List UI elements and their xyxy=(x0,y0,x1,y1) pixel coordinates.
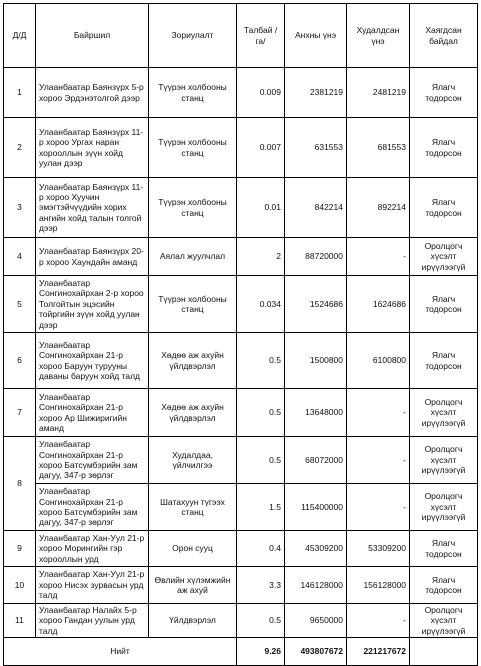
row-area: 0.5 xyxy=(237,604,285,638)
row-area: 0.034 xyxy=(237,276,285,333)
row-location: Улаанбаатар Баянзүрх 11-р хороо Хуучин эмэгтэйчүүдийн хорих ангийн хойд талын толгой дээр xyxy=(36,178,149,238)
row-sold-price: - xyxy=(347,238,410,276)
row-status: Оролцогч хүсэлт ирүүлээгүй xyxy=(410,437,478,484)
row-status: Ялагч тодорсон xyxy=(410,333,478,389)
row-initial-price: 45309200 xyxy=(285,531,347,567)
table-row xyxy=(4,68,478,118)
table-row xyxy=(4,437,478,484)
row-purpose: Аялал жуулчлал xyxy=(149,238,237,276)
row-purpose: Хөдөө аж ахуйн үйлдвэрлэл xyxy=(149,333,237,389)
row-status: Ялагч тодорсон xyxy=(410,276,478,333)
row-location: Улаанбаатар Баянзүрх 11-р хороо Ургах наран хорооллын зүүн хойд уулан дээр xyxy=(36,118,149,178)
row-sold-price: - xyxy=(347,389,410,437)
row-sold-price: 2481219 xyxy=(347,68,410,118)
row-num: 9 xyxy=(4,531,36,567)
row-area: 1.5 xyxy=(237,484,285,531)
table-row xyxy=(4,389,478,437)
row-num: 3 xyxy=(4,178,36,238)
row-initial-price: 68072000 xyxy=(285,437,347,484)
header-initial-price: Анхны үнэ xyxy=(285,4,347,68)
header-sold-price: Худалдсан үнэ xyxy=(347,4,410,68)
total-label: Нийт xyxy=(4,638,237,666)
row-location: Улаанбаатар Баянзүрх 5-р хороо Эрдэнэтолгой дээр xyxy=(36,68,149,118)
row-area: 0.007 xyxy=(237,118,285,178)
row-status: Оролцогч хүсэлт ирүүлээгүй xyxy=(410,238,478,276)
table-row xyxy=(4,178,478,238)
row-initial-price: 1524686 xyxy=(285,276,347,333)
row-area: 0.01 xyxy=(237,178,285,238)
row-num: 10 xyxy=(4,567,36,604)
row-area: 0.5 xyxy=(237,389,285,437)
row-status: Ялагч тодорсон xyxy=(410,178,478,238)
row-status: Ялагч тодорсон xyxy=(410,567,478,604)
row-num: 1 xyxy=(4,68,36,118)
row-location: Улаанбаатар Налайх 5-р хороо Гандан уулын урд талд xyxy=(36,604,149,638)
row-purpose: Түүрэн холбооны станц xyxy=(149,68,237,118)
header-location: Байршил xyxy=(36,4,149,68)
total-row xyxy=(4,638,478,666)
row-purpose: Худалдаа, үйлчилгээ xyxy=(149,437,237,484)
land-auction-table xyxy=(3,3,478,666)
row-purpose: Түүрэн холбооны станц xyxy=(149,276,237,333)
row-location: Улаанбаатар Сонгинохайрхан 2-р хороо Толгойтын эцэсийн тойргийн зүүн хойд уулан дээр xyxy=(36,276,149,333)
row-location: Улаанбаатар Сонгинохайрхан 21-р хороо Ар Шижиригийн аманд xyxy=(36,389,149,437)
total-area: 9.26 xyxy=(237,638,285,666)
header-num: Д/Д xyxy=(4,4,36,68)
table-row xyxy=(4,484,478,531)
row-location: Улаанбаатар Сонгинохайрхан 21-р хороо Баруун турууны даваны баруун хойд талд xyxy=(36,333,149,389)
row-status: Ялагч тодорсон xyxy=(410,118,478,178)
row-initial-price: 88720000 xyxy=(285,238,347,276)
row-status: Ялагч тодорсон xyxy=(410,531,478,567)
row-location: Улаанбаатар Баянзүрх 20-р хороо Хаундайн аманд xyxy=(36,238,149,276)
row-num: 11 xyxy=(4,604,36,638)
row-area: 0.5 xyxy=(237,437,285,484)
table-row xyxy=(4,604,478,638)
row-sold-price: 892214 xyxy=(347,178,410,238)
row-purpose: Хөдөө аж ахуйн үйлдвэрлэл xyxy=(149,389,237,437)
row-sold-price: 1624686 xyxy=(347,276,410,333)
row-initial-price: 9650000 xyxy=(285,604,347,638)
row-num: 4 xyxy=(4,238,36,276)
row-purpose: Түүрэн холбооны станц xyxy=(149,178,237,238)
total-sold-price: 221217672 xyxy=(347,638,410,666)
row-sold-price: 156128000 xyxy=(347,567,410,604)
total-initial-price: 493807672 xyxy=(285,638,347,666)
row-purpose: Өвлийн хүлэмжийн аж ахуй xyxy=(149,567,237,604)
header-purpose: Зориулалт xyxy=(149,4,237,68)
row-num: 5 xyxy=(4,276,36,333)
row-num: 7 xyxy=(4,389,36,437)
row-area: 2 xyxy=(237,238,285,276)
table-row xyxy=(4,118,478,178)
row-purpose: Түүрэн холбооны станц xyxy=(149,118,237,178)
header-area: Талбай /га/ xyxy=(237,4,285,68)
row-num: 6 xyxy=(4,333,36,389)
row-initial-price: 842214 xyxy=(285,178,347,238)
row-status: Оролцогч хүсэлт ирүүлээгүй xyxy=(410,484,478,531)
row-sold-price: 53309200 xyxy=(347,531,410,567)
row-num: 8 xyxy=(4,437,36,531)
row-location: Улаанбаатар Хан-Уул 21-р хороо Нисэх зурвасын урд талд xyxy=(36,567,149,604)
row-sold-price: 681553 xyxy=(347,118,410,178)
row-initial-price: 631553 xyxy=(285,118,347,178)
row-area: 3.3 xyxy=(237,567,285,604)
row-area: 0.009 xyxy=(237,68,285,118)
row-initial-price: 115400000 xyxy=(285,484,347,531)
table-row xyxy=(4,238,478,276)
row-initial-price: 1500800 xyxy=(285,333,347,389)
row-location: Улаанбаатар Сонгинохайрхан 21-р хороо Батсүмбэрийн зам дагуу, 347-р зөрлэг xyxy=(36,484,149,531)
row-initial-price: 146128000 xyxy=(285,567,347,604)
table-row xyxy=(4,531,478,567)
row-sold-price: - xyxy=(347,437,410,484)
header-row xyxy=(4,4,478,68)
row-status: Оролцогч хүсэлт ирүүлээгүй xyxy=(410,604,478,638)
row-sold-price: - xyxy=(347,484,410,531)
header-status: Хаягдсан байдал xyxy=(410,4,478,68)
total-status-empty xyxy=(410,638,478,666)
table-row xyxy=(4,333,478,389)
row-location: Улаанбаатар Сонгинохайрхан 21-р хороо Батсүмбэрийн зам дагуу, 347-р зөрлэг xyxy=(36,437,149,484)
row-area: 0.4 xyxy=(237,531,285,567)
row-location: Улаанбаатар Хан-Уул 21-р хороо Морингийн гэр хорооллын урд xyxy=(36,531,149,567)
row-num: 2 xyxy=(4,118,36,178)
row-initial-price: 13648000 xyxy=(285,389,347,437)
row-purpose: Орон сууц xyxy=(149,531,237,567)
row-purpose: Үйлдвэрлэл xyxy=(149,604,237,638)
row-sold-price: 6100800 xyxy=(347,333,410,389)
row-status: Ялагч тодорсон xyxy=(410,68,478,118)
row-initial-price: 2381219 xyxy=(285,68,347,118)
table-row xyxy=(4,567,478,604)
row-area: 0.5 xyxy=(237,333,285,389)
row-status: Оролцогч хүсэлт ирүүлээгүй xyxy=(410,389,478,437)
table-row xyxy=(4,276,478,333)
row-sold-price: - xyxy=(347,604,410,638)
row-purpose: Шатахуун түгээх станц xyxy=(149,484,237,531)
